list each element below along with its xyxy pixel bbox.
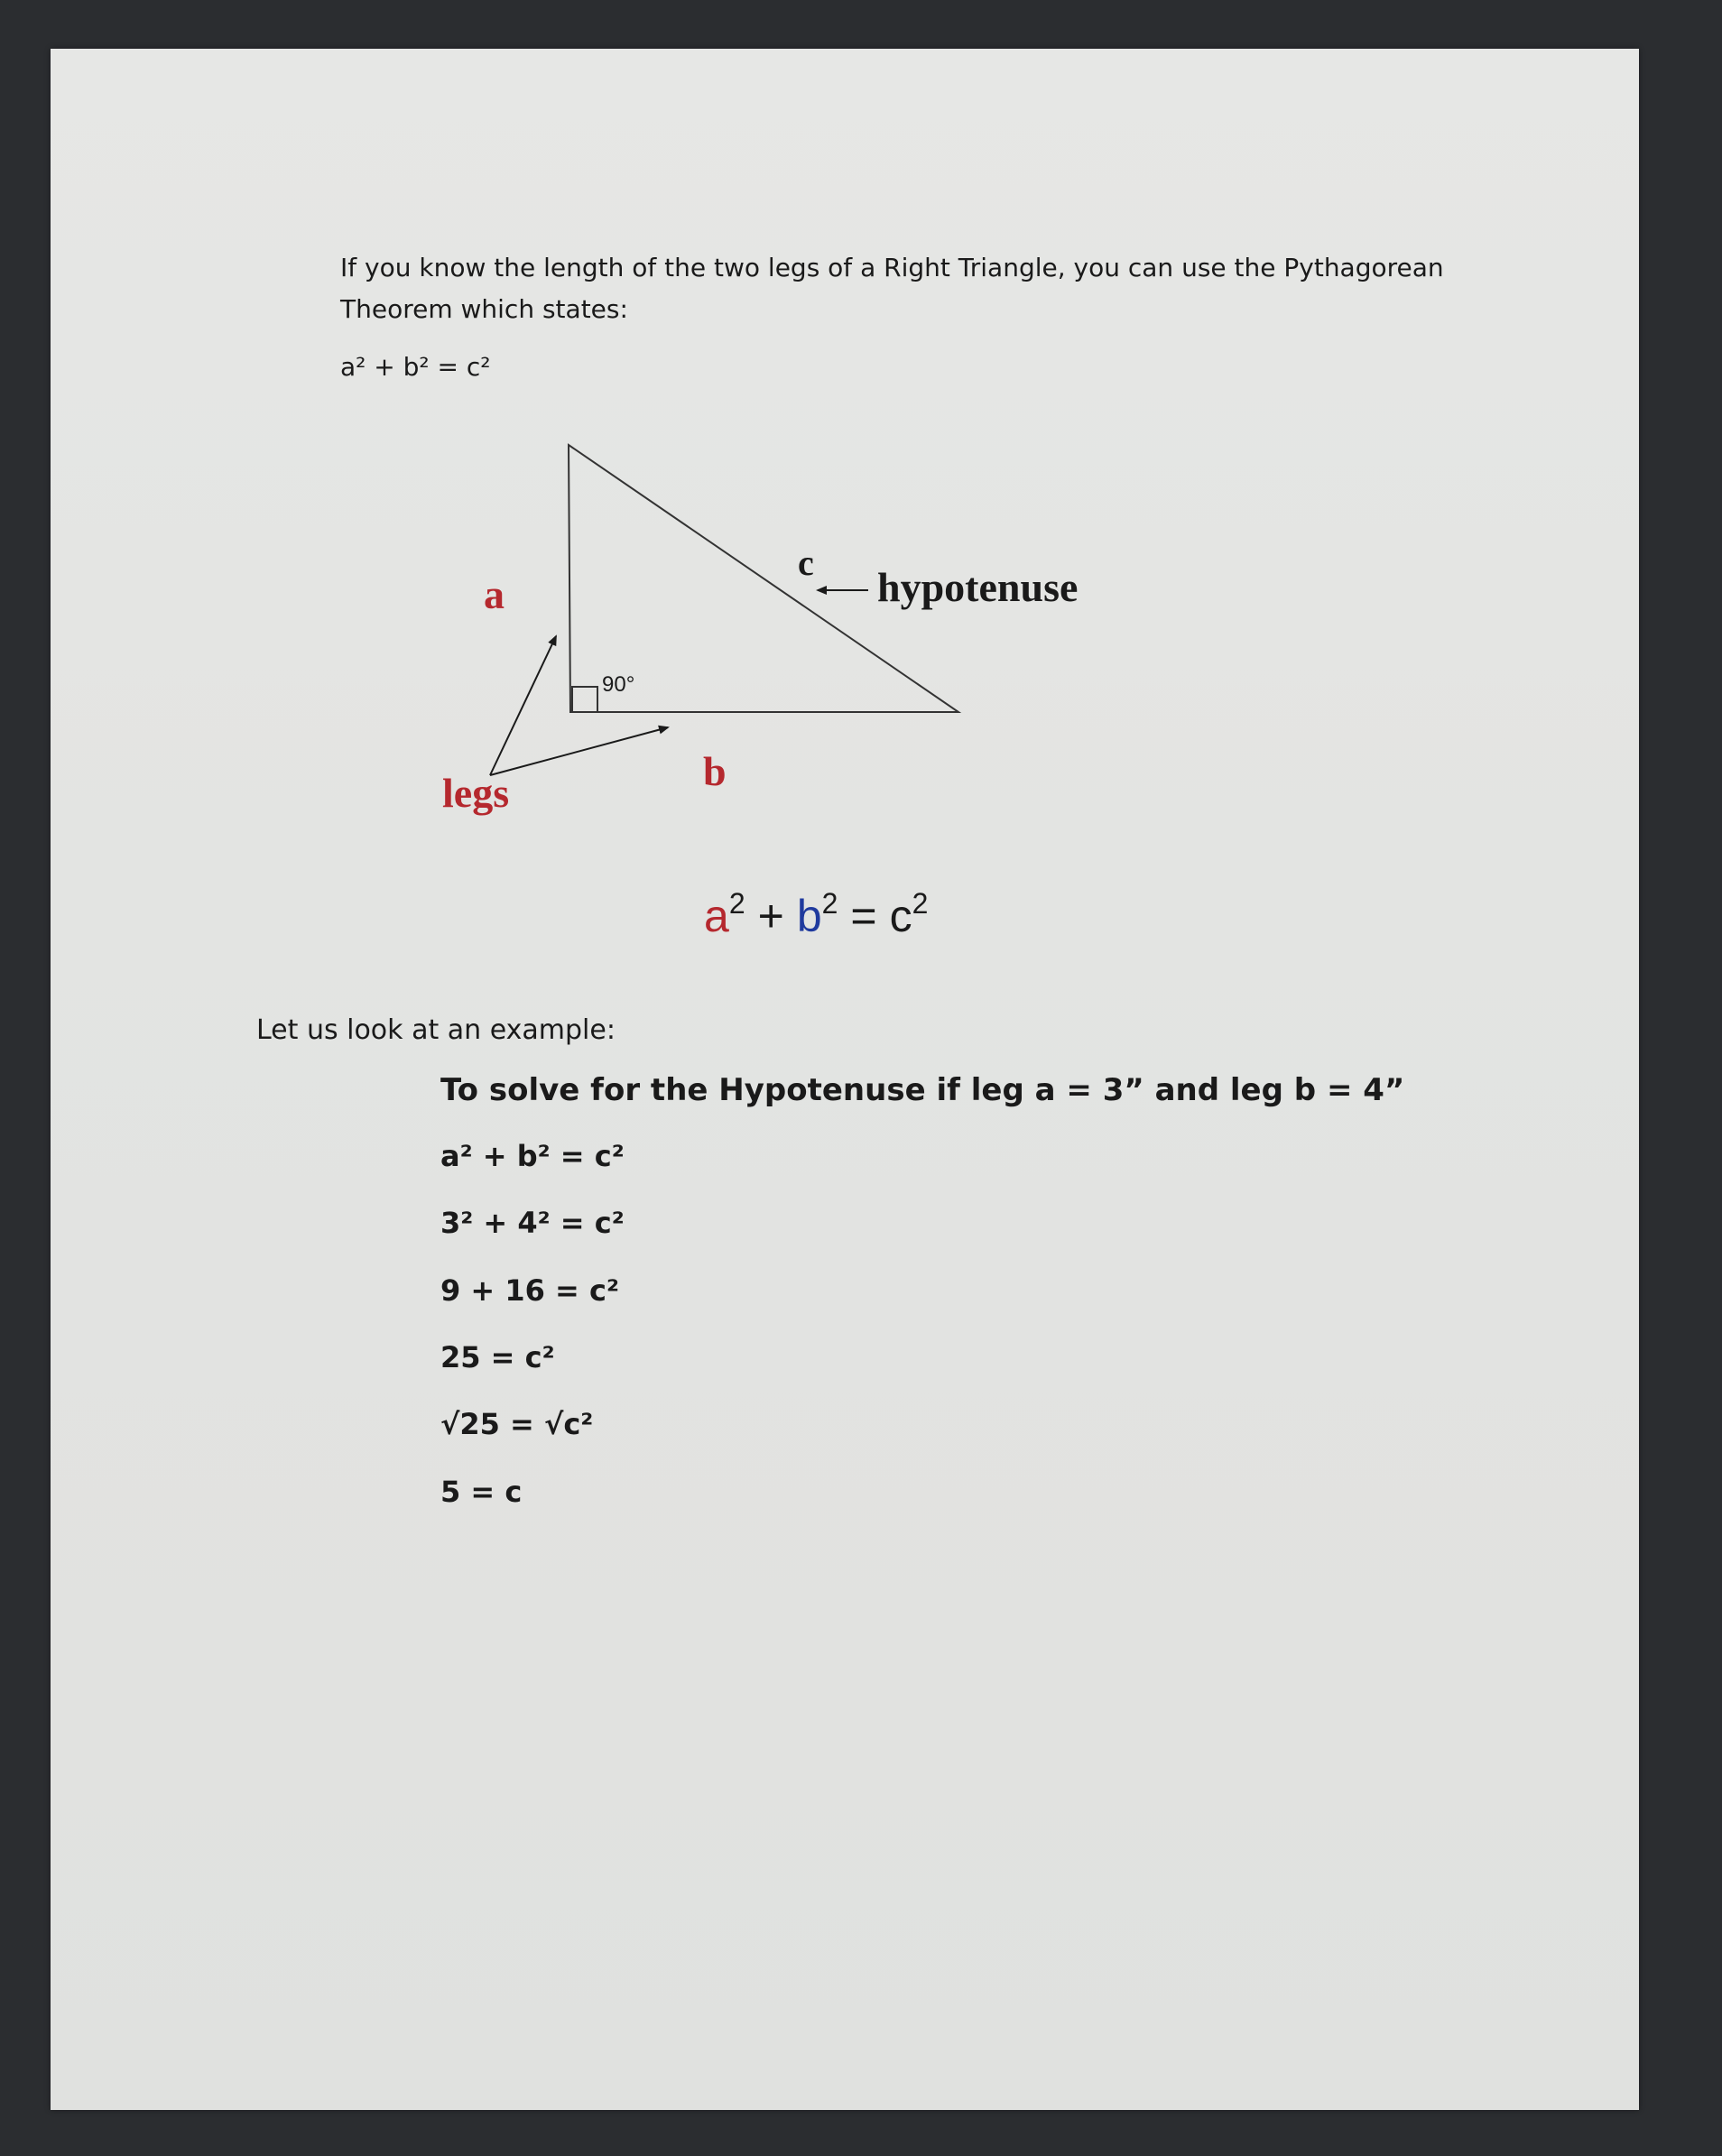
formula-a: a bbox=[704, 891, 729, 941]
formula-equals: = bbox=[850, 891, 877, 941]
solution-step: 25 = c² bbox=[440, 1340, 555, 1374]
example-intro: Let us look at an example: bbox=[256, 1014, 616, 1046]
label-c: c bbox=[798, 542, 814, 583]
label-b: b bbox=[703, 748, 727, 794]
intro-formula: a² + b² = c² bbox=[340, 352, 491, 382]
label-hypotenuse: hypotenuse bbox=[877, 564, 1079, 610]
right-triangle-diagram bbox=[51, 49, 1639, 1041]
intro-paragraph: If you know the length of the two legs of a Right Triangle, you can use the Pythagorean Theorem which states: bbox=[340, 253, 1444, 324]
formula-b: b bbox=[796, 891, 822, 941]
formula-b-exp: 2 bbox=[821, 887, 838, 920]
angle-label: 90° bbox=[602, 672, 635, 697]
diagram-formula bbox=[704, 887, 928, 941]
solution-step: a² + b² = c² bbox=[440, 1139, 625, 1173]
formula-a-exp: 2 bbox=[728, 887, 745, 920]
solution-step: √25 = √c² bbox=[440, 1407, 594, 1441]
solution-step: 3² + 4² = c² bbox=[440, 1206, 625, 1240]
formula-c-exp: 2 bbox=[912, 887, 929, 920]
legs-arrow-to-b bbox=[490, 727, 668, 775]
solution-step: 9 + 16 = c² bbox=[440, 1273, 619, 1308]
solution-step: 5 = c bbox=[440, 1475, 523, 1509]
solve-title: To solve for the Hypotenuse if leg a = 3” and leg b = 4” bbox=[440, 1072, 1405, 1108]
document-page bbox=[51, 49, 1639, 2110]
right-angle-marker bbox=[572, 687, 597, 712]
label-a: a bbox=[484, 571, 505, 617]
label-legs: legs bbox=[442, 770, 510, 816]
legs-arrow-to-a bbox=[490, 636, 556, 775]
formula-plus: + bbox=[757, 891, 784, 941]
formula-c: c bbox=[889, 891, 912, 941]
